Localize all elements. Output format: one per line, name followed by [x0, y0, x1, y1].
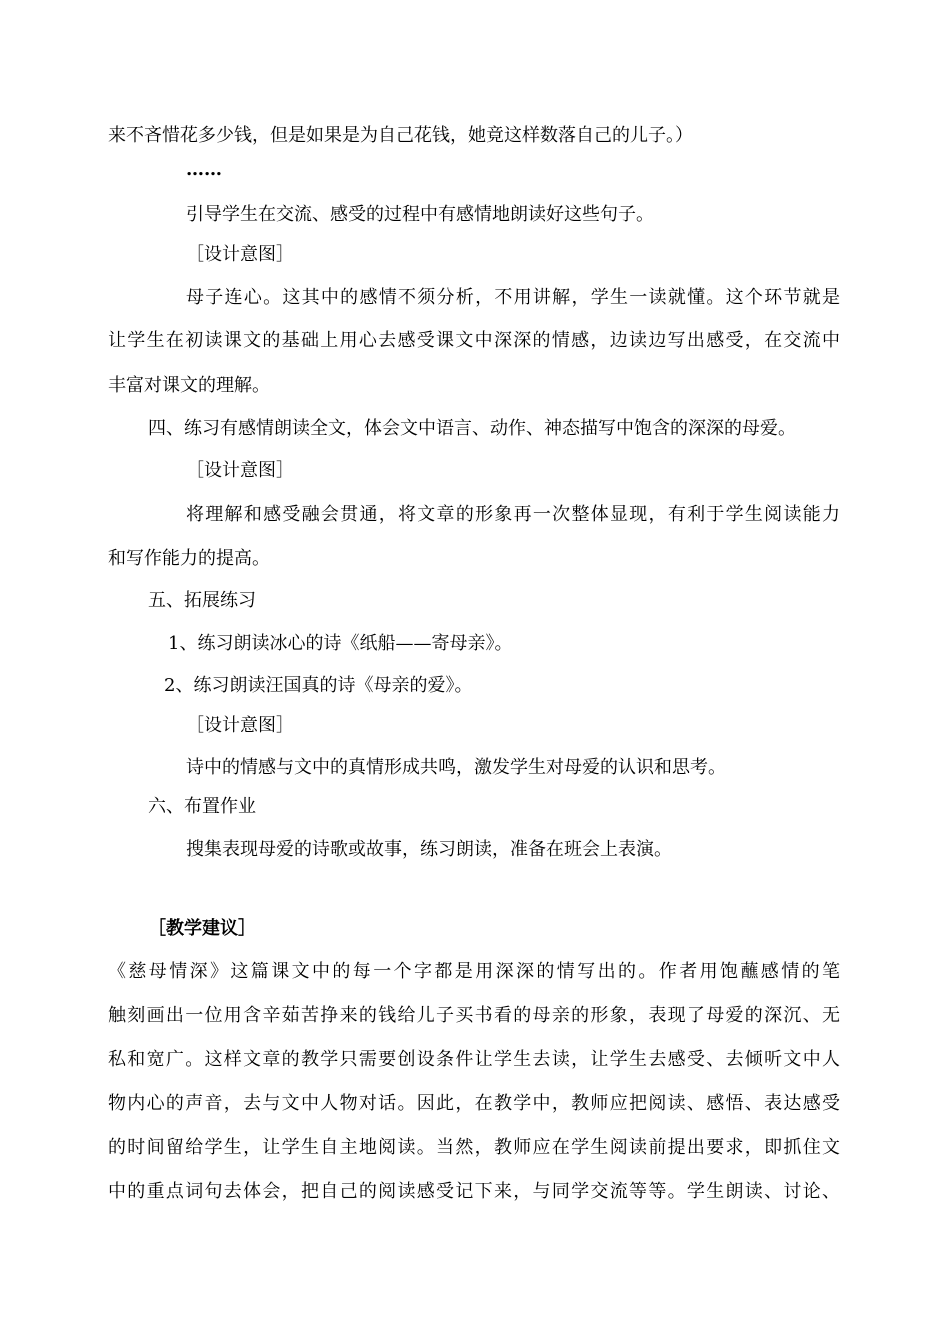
text-line-4: 让学生在初读课文的基础上用心去感受课文中深深的情感，边读边写出感受，在交流中 — [108, 330, 840, 351]
exercise-item-1: 1、练习朗读冰心的诗《纸船——寄母亲》。 — [168, 633, 513, 654]
design-intent-heading-2: ［设计意图］ — [186, 460, 294, 481]
text-line-7: 和写作能力的提高。 — [108, 548, 270, 569]
section-heading-4: 四、练习有感情朗读全文，体会文中语言、动作、神态描写中饱含的深深的母爱。 — [148, 418, 796, 439]
text-line-3: 母子连心。这其中的感情不须分析，不用讲解，学生一读就懂。这个环节就是 — [186, 287, 840, 308]
text-line-10: 《慈母情深》这篇课文中的每一个字都是用深深的情写出的。作者用饱蘸感情的笔 — [108, 961, 840, 982]
text-line-14: 的时间留给学生，让学生自主地阅读。当然，教师应在学生阅读前提出要求，即抓住文 — [108, 1137, 840, 1158]
text-line-12: 私和宽广。这样文章的教学只需要创设条件让学生去读，让学生去感受、去倾听文中人 — [108, 1049, 840, 1070]
design-intent-heading-3: ［设计意图］ — [186, 715, 294, 736]
section-heading-5: 五、拓展练习 — [148, 590, 256, 611]
text-line-1: 来不吝惜花多少钱，但是如果是为自己花钱，她竟这样数落自己的儿子。） — [108, 125, 693, 146]
text-line-5: 丰富对课文的理解。 — [108, 375, 270, 396]
teaching-suggestion-heading: ［教学建议］ — [148, 918, 256, 939]
section-heading-6: 六、布置作业 — [148, 796, 256, 817]
text-line-11: 触刻画出一位用含辛茹苦挣来的钱给儿子买书看的母亲的形象，表现了母爱的深沉、无 — [108, 1005, 840, 1026]
text-line-15: 中的重点词句去体会，把自己的阅读感受记下来，与同学交流等等。学生朗读、讨论、 — [108, 1181, 840, 1202]
design-intent-heading-1: ［设计意图］ — [186, 244, 294, 265]
text-line-13: 物内心的声音，去与文中人物对话。因此，在教学中，教师应把阅读、感悟、表达感受 — [108, 1093, 840, 1114]
text-line-9: 搜集表现母爱的诗歌或故事，练习朗读，准备在班会上表演。 — [186, 839, 672, 860]
ellipsis-line: …… — [186, 159, 222, 180]
text-line-2: 引导学生在交流、感受的过程中有感情地朗读好这些句子。 — [186, 204, 654, 225]
exercise-item-2: 2、练习朗读汪国真的诗《母亲的爱》。 — [164, 675, 473, 696]
text-line-8: 诗中的情感与文中的真情形成共鸣，激发学生对母爱的认识和思考。 — [186, 757, 726, 778]
text-line-6: 将理解和感受融会贯通，将文章的形象再一次整体显现，有利于学生阅读能力 — [186, 504, 840, 525]
